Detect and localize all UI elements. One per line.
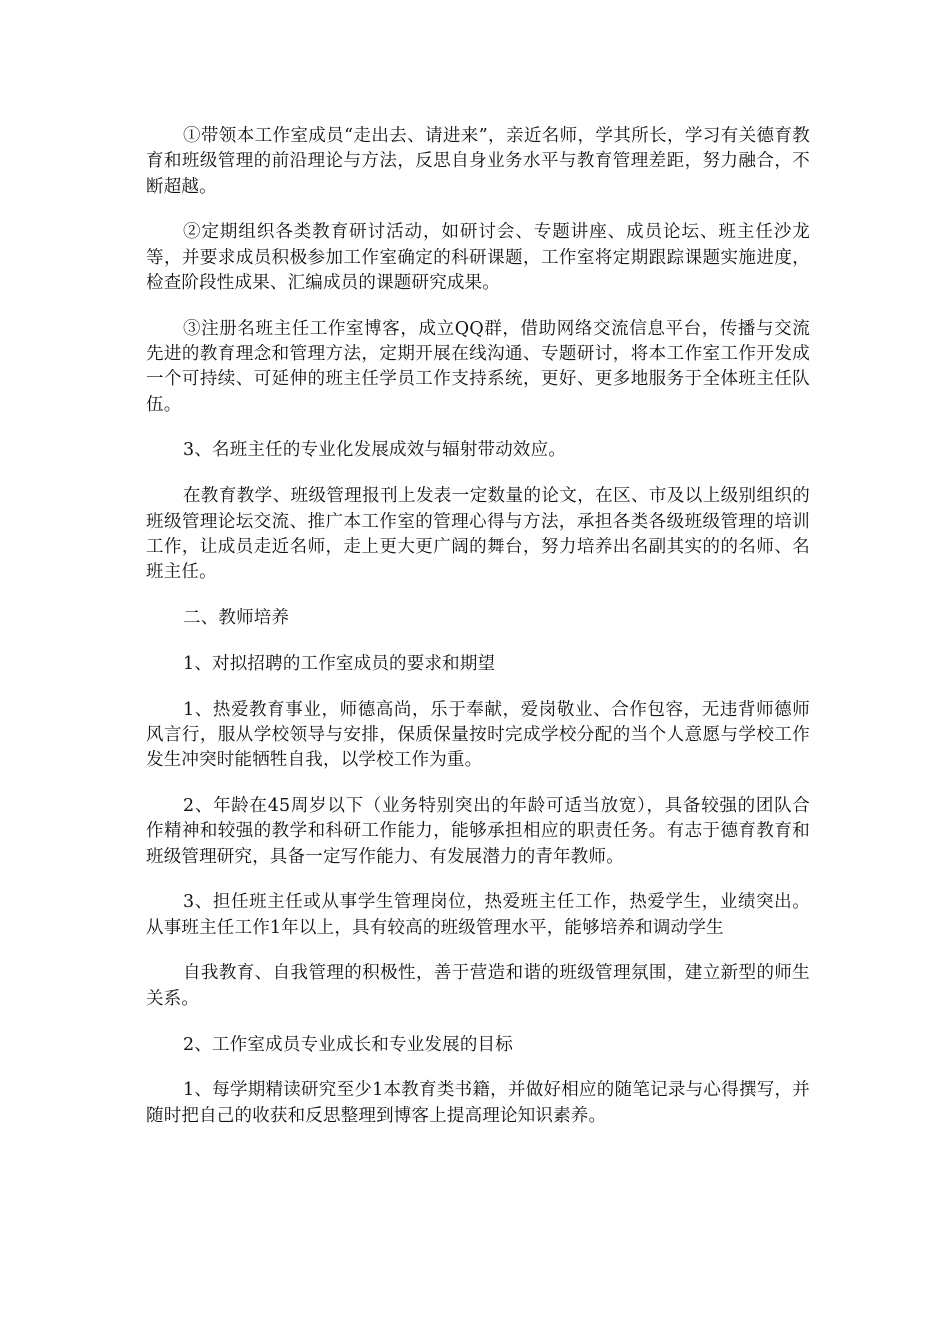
paragraph-3: ③注册名班主任工作室博客，成立QQ群，借助网络交流信息平台，传播与交流先进的教育理念和管理方法，定期开展在线沟通、专题研讨，将本工作室工作开发成一个可持续、可延伸的班主任学员工作支持系统，更好、更多地服务于全体班主任队伍。 — [146, 318, 810, 415]
paragraph-8: 1、热爱教育事业，师德高尚，乐于奉献，爱岗敬业、合作包容，无违背师德师风言行，服从学校领导与安排，保质保量按时完成学校分配的当个人意愿与学校工作发生冲突时能牺牲自我，以学校工作为重。 — [146, 699, 810, 771]
paragraph-5: 在教育教学、班级管理报刊上发表一定数量的论文，在区、市及以上级别组织的班级管理论坛交流、推广本工作室的管理心得与方法，承担各类各级班级管理的培训工作，让成员走近名师，走上更大更广阔的舞台，努力培养出名副其实的的名师、名班主任。 — [146, 486, 810, 583]
section-heading-3: 3、名班主任的专业化发展成效与辐射带动效应。 — [183, 440, 567, 461]
paragraph-2: ②定期组织各类教育研讨活动，如研讨会、专题讲座、成员论坛、班主任沙龙等，并要求成员积极参加工作室确定的科研课题，工作室将定期跟踪课题实施进度，检查阶段性成果、汇编成员的课题研究成果。 — [146, 222, 810, 293]
subsection-heading-goals: 2、工作室成员专业成长和专业发展的目标 — [183, 1034, 513, 1055]
paragraph-9: 2、年龄在45周岁以下（业务特别突出的年龄可适当放宽），具备较强的团队合作精神和较强的教学和科研工作能力，能够承担相应的职责任务。有志于德育教育和班级管理研究，具备一定写作能力、有发展潜力的青年教师。 — [146, 795, 810, 867]
document-page — [146, 124, 810, 1149]
subsection-heading-requirements: 1、对拟招聘的工作室成员的要求和期望 — [183, 653, 496, 674]
paragraph-10: 3、担任班主任或从事学生管理岗位，热爱班主任工作，热爱学生，业绩突出。从事班主任工作1年以上，具有较高的班级管理水平，能够培养和调动学生 — [146, 892, 810, 938]
paragraph-13: 1、每学期精读研究至少1本教育类书籍，并做好相应的随笔记录与心得撰写，并随时把自己的收获和反思整理到博客上提高理论知识素养。 — [146, 1080, 810, 1126]
paragraph-1: ①带领本工作室成员“走出去、请进来”，亲近名师，学其所长，学习有关德育教育和班级管理的前沿理论与方法，反思自身业务水平与教育管理差距，努力融合，不断超越。 — [146, 126, 810, 197]
paragraph-11: 自我教育、自我管理的积极性，善于营造和谐的班级管理氛围，建立新型的师生关系。 — [146, 963, 810, 1009]
section-heading-teacher-training: 二、教师培养 — [183, 607, 290, 628]
